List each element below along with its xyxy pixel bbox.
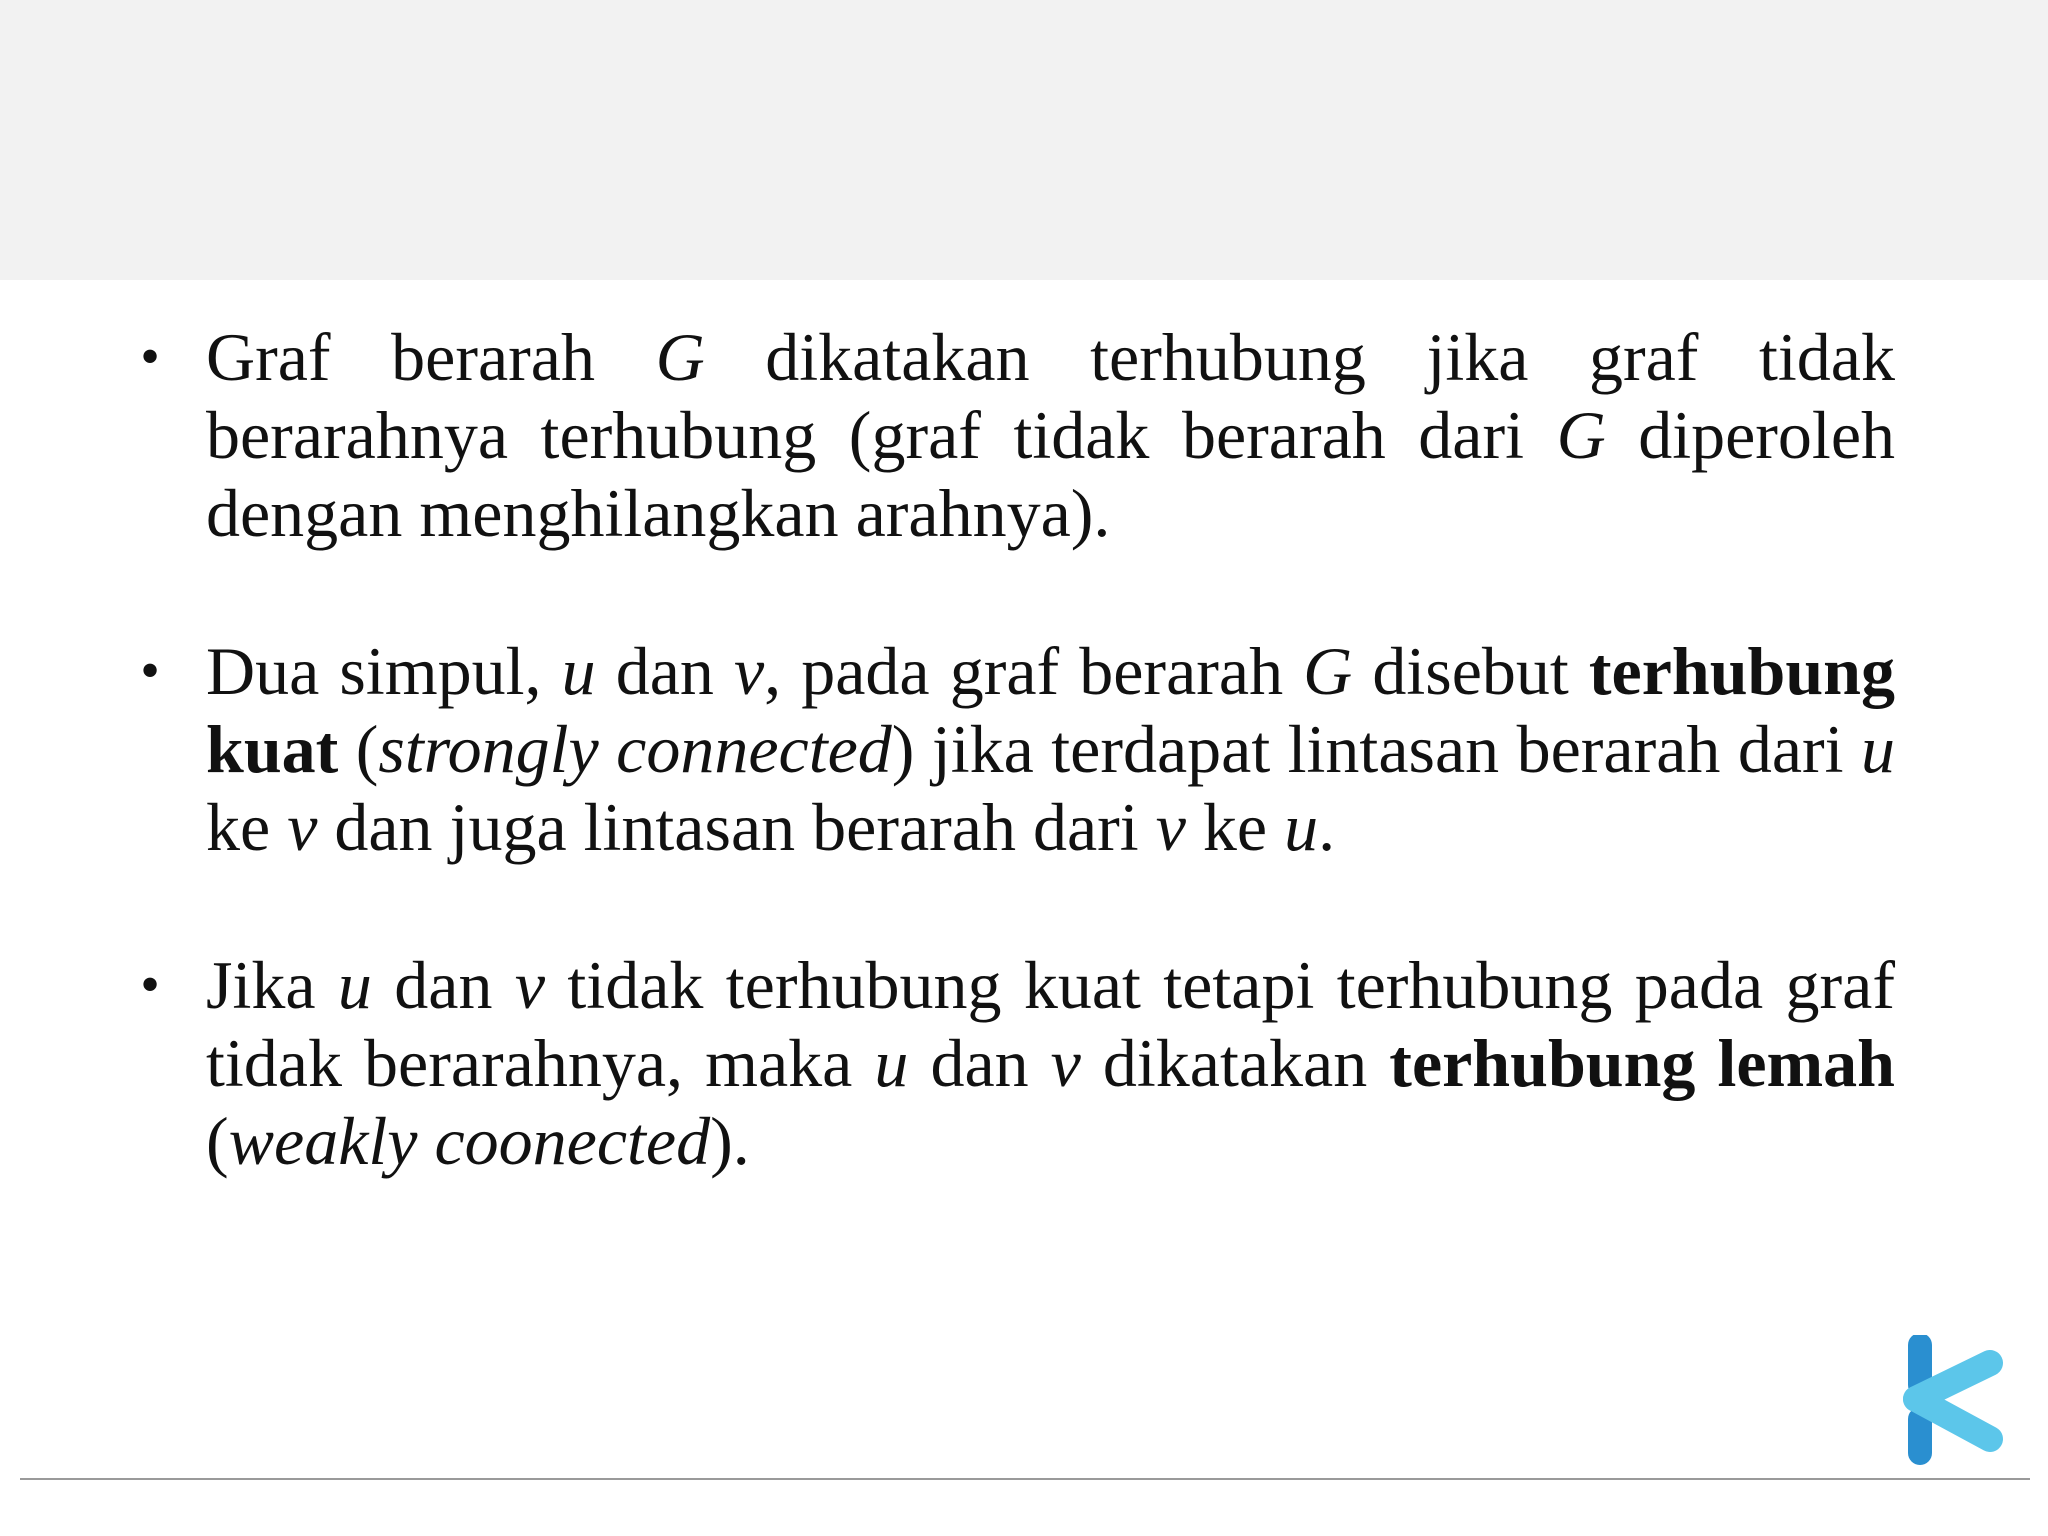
text-segment-italic: v (1155, 789, 1186, 865)
text-segment-italic: u (337, 947, 372, 1023)
text-segment-italic: v (733, 633, 765, 709)
text-segment-normal: . (1318, 789, 1336, 865)
text-segment-italic: G (1556, 397, 1606, 473)
text-segment-normal: dan juga lintasan berarah dari (317, 789, 1156, 865)
bullet-dot: • (140, 954, 160, 1016)
text-segment-italic: v (287, 789, 318, 865)
slide-content (130, 318, 1895, 1260)
text-segment-normal: ke (206, 789, 288, 865)
text-segment-normal: Dua simpul, (206, 633, 562, 709)
bullet-text (206, 318, 1895, 552)
bullet-text (206, 946, 1895, 1180)
text-segment-normal: , pada graf berarah (764, 633, 1304, 709)
text-segment-normal: tidak terhubung kuat tetapi terhubung pada graf tidak berarahnya, maka (206, 947, 1896, 1101)
text-segment-italic: G (1303, 633, 1353, 709)
footer-divider (20, 1478, 2030, 1480)
text-segment-normal: Graf berarah (206, 319, 656, 395)
text-segment-italic: v (514, 947, 546, 1023)
header-band (0, 0, 2048, 280)
text-segment-normal: dikatakan terhubung jika graf tidak berarahnya terhubung (graf tidak berarah dari (206, 319, 1895, 473)
text-segment-italic: u (561, 633, 596, 709)
text-segment-normal: diperoleh dengan menghilangkan arahnya). (206, 397, 1895, 551)
text-segment-normal: ) jika terdapat lintasan berarah dari (891, 711, 1861, 787)
text-segment-bold: terhubung lemah (1389, 1025, 1895, 1101)
bullet-dot: • (140, 640, 160, 702)
text-segment-italic: weakly coonected (228, 1103, 711, 1179)
k-logo-icon (1898, 1335, 2008, 1467)
text-segment-normal: ( (338, 711, 379, 787)
text-segment-bold: terhubung kuat (206, 633, 1895, 787)
text-segment-normal: dan (908, 1025, 1051, 1101)
text-segment-normal: ( (206, 1103, 229, 1179)
text-segment-italic: u (874, 1025, 909, 1101)
bullet-item-3 (130, 946, 1895, 1180)
bullet-item-2 (130, 632, 1895, 866)
text-segment-normal: Jika (206, 947, 338, 1023)
text-segment-normal: dan (371, 947, 515, 1023)
text-segment-italic: u (1284, 789, 1319, 865)
text-segment-normal: dan (595, 633, 734, 709)
text-segment-italic: G (655, 319, 705, 395)
text-segment-normal: ke (1185, 789, 1285, 865)
text-segment-italic: v (1050, 1025, 1081, 1101)
text-segment-italic: strongly connected (378, 711, 892, 787)
text-segment-italic: u (1860, 711, 1895, 787)
text-segment-normal: dikatakan (1080, 1025, 1390, 1101)
text-segment-normal: disebut (1352, 633, 1589, 709)
bullet-dot: • (140, 326, 160, 388)
bullet-text (206, 632, 1895, 866)
text-segment-normal: ). (710, 1103, 750, 1179)
bullet-item-1 (130, 318, 1895, 552)
